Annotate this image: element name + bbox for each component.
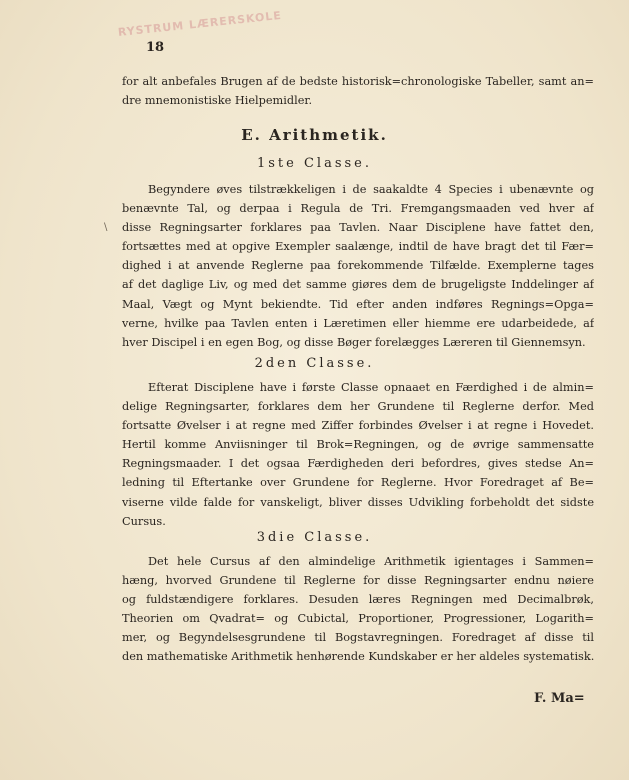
text-line: og fuldstændigere forklares. Desuden læres Regningen med Decimalbrøk, (122, 593, 594, 607)
text-line: Begyndere øves tilstrækkeligen i de saakaldte 4 Species i ubenævnte og (148, 183, 594, 196)
text-line: Maal, Vægt og Mynt bekiendte. Tid efter anden indføres Regnings=Opga= (122, 297, 594, 311)
class-2-title: 2den Classe. (254, 356, 375, 371)
text-line: Theorien om Qvadrat= og Cubictal, Proportioner, Progressioner, Logarith= (122, 612, 594, 626)
text-line: verne, hvilke paa Tavlen enten i Læretimen eller hiemme ere udarbeidede, af (122, 316, 594, 330)
text-line: viserne vilde falde for vanskeligt, bliver disses Udvikling forbeholdt det sidste (122, 495, 594, 509)
class-1-title: 1ste Classe. (256, 156, 372, 171)
class-3-title: 3die Classe. (256, 530, 373, 545)
text-line: af det daglige Liv, og med det samme giøres dem de brugeligste Inddelinger af (122, 278, 594, 292)
section-heading: E. Arithmetik. (241, 126, 388, 144)
text-line: den mathematiske Arithmetik henhørende Kundskaber er her aldeles systematisk. (122, 650, 594, 664)
text-line: fortsættes med at opgive Exempler saalænge, indtil de have bragt det til Fær= (122, 240, 594, 254)
class-2-paragraph (122, 378, 594, 531)
class-3-paragraph (122, 552, 594, 667)
text-line: hver Discipel i en egen Bog, og disse Bøger forelægges Læreren til Giennemsyn. (122, 335, 586, 349)
text-line: Regningsmaader. I det ogsaa Færdigheden deri befordres, gives stedse An= (122, 457, 594, 471)
text-line: dighed i at anvende Reglerne paa forekommende Tilfælde. Exemplerne tages (122, 259, 594, 273)
page-number: 18 (146, 40, 165, 55)
text-line: Det hele Cursus af den almindelige Arithmetik igientages i Sammen= (148, 555, 594, 568)
text-line: Hertil komme Anviisninger til Brok=Regningen, og de øvrige sammensatte (122, 438, 594, 452)
text-line: for alt anbefales Brugen af de bedste historisk=chronologiske Tabeller, samt an= (122, 75, 594, 88)
margin-mark: \ (104, 222, 108, 233)
text-line: disse Regningsarter forklares paa Tavlen. Naar Disciplene have fattet den, (122, 221, 594, 235)
class-1-paragraph (122, 180, 594, 352)
text-line: fortsatte Øvelser i at regne med Ziffer forbindes Øvelser i at regne i Hovedet. (122, 419, 594, 433)
text-line: dre mnemonistiske Hielpemidler. (122, 94, 313, 108)
text-line: Efterat Disciplene have i første Classe opnaaet en Færdighed i de almin= (148, 381, 594, 394)
intro-paragraph (122, 72, 594, 110)
text-line: Cursus. (122, 514, 166, 528)
catchword: F. Ma= (534, 691, 585, 706)
text-line: ledning til Eftertanke over Grundene for Reglerne. Hvor Foredraget af Be= (122, 476, 594, 490)
text-line: benævnte Tal, og derpaa i Regula de Tri. Fremgangsmaaden ved hver af (122, 202, 594, 216)
text-line: delige Regningsarter, forklares dem her Grundene til Reglerne derfor. Med (122, 400, 594, 414)
library-stamp: RYSTRUM LÆRERSKOLE (117, 8, 283, 40)
text-line: hæng, hvorved Grundene til Reglerne for disse Regningsarter endnu nøiere (122, 574, 594, 588)
text-line: mer, og Begyndelsesgrundene til Bogstavregningen. Foredraget af disse til (122, 631, 594, 645)
